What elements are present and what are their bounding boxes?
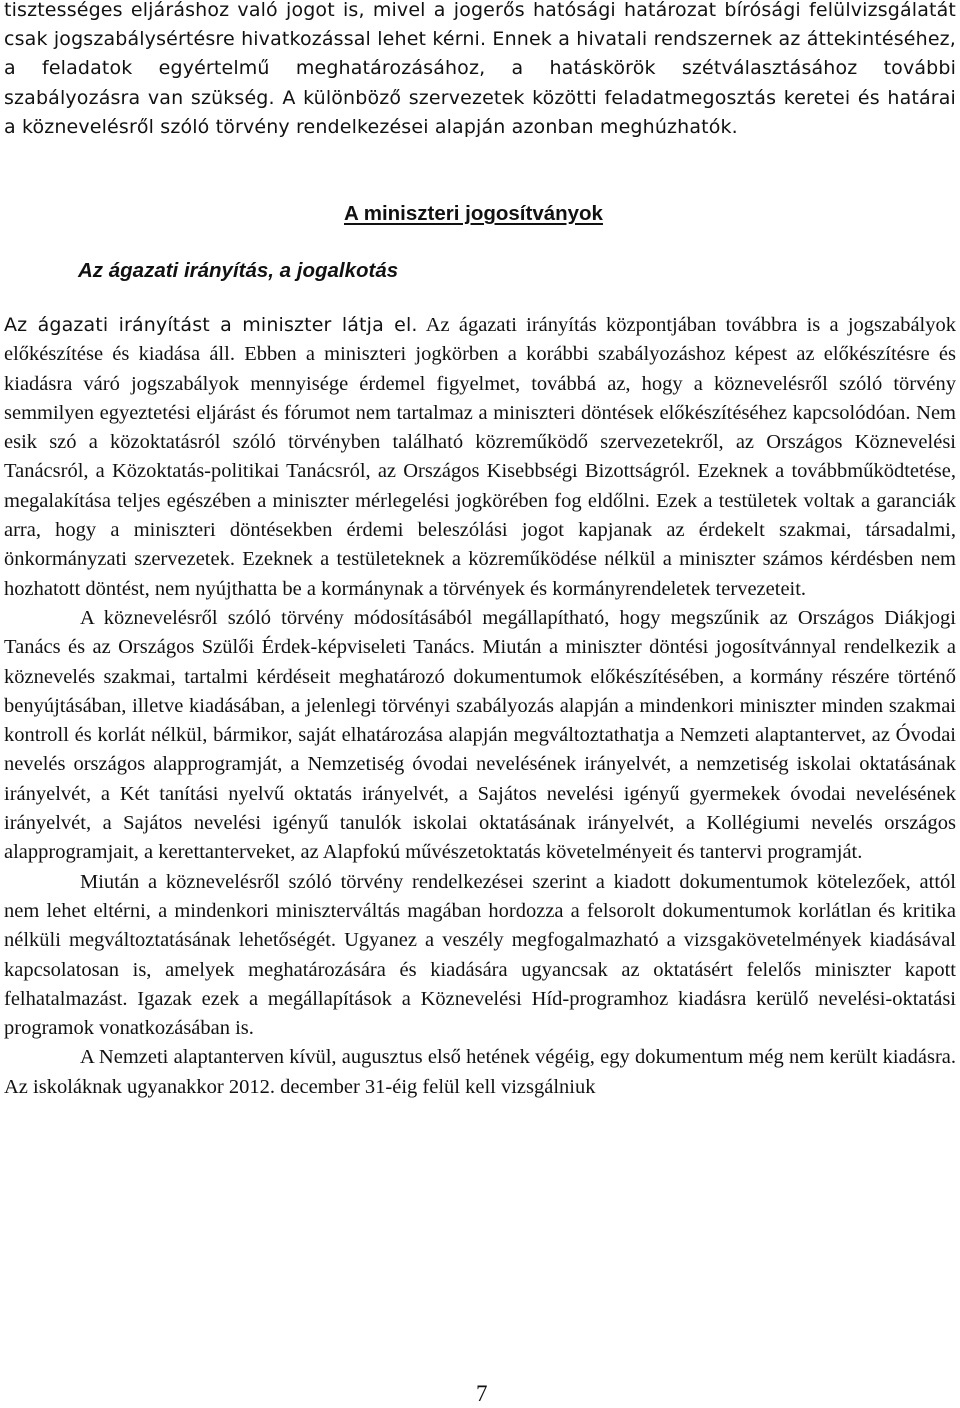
section-heading-miniszteri-jogositvanyok: A miniszteri jogosítványok [344, 202, 603, 225]
paragraph-agazati-iranyitas [4, 311, 956, 604]
intro-paragraph: tisztességes eljáráshoz való jogot is, mivel a jogerős hatósági határozat bírósági felülvizsgálatát csak jogszabálysértésre hivatkozással lehet kérni. Ennek a hivatali rendszernek az áttekintéséhez, a feladatok egyértelmű meghatározásához, a hatáskörök szétválasztásához további szabályozásra van szükség. A különböző szervezetek közötti feladatmegosztás keretei és határai a köznevelésről szóló törvény rendelkezései alapján azonban meghúzhatók. [4, 0, 956, 138]
paragraph-nemzeti-alaptanterv: A Nemzeti alaptanterven kívül, augusztus első hetének végéig, egy dokumentum még nem került kiadásra. Az iskoláknak ugyanakkor 2012. december 31-éig felül kell vizsgálniuk [4, 1046, 956, 1098]
paragraph-agazati-rest: Az ágazati irányítás központjában továbbra is a jogszabályok előkészítése és kiadása áll. Ebben a miniszteri jogkörben a korábbi szabályozáshoz képest az előkészítésre és kiadásra váró jogszabályok mennyisége érdemel figyelmet, továbbá az, hogy a köznevelésről szóló törvény semmilyen egyeztetési eljárást és fórumot nem tartalmaz a miniszteri döntések előkészítéséhez kapcsolódóan. Nem esik szó a közoktatásról szóló törvényben található közreműködő szervezetekről, az Országos Köznevelési Tanácsról, a Közoktatás-politikai Tanácsról, az Országos Kisebbségi Bizottságról. Ezeknek a továbbműködtetése, megalakítása teljes egészében a miniszter mérlegelési jogkörében fog eldőlni. Ezek a testületek voltak a garanciák arra, hogy a miniszteri döntésekben érdemi beleszólási jogot kapjanak az érdekelt szakmai, társadalmi, önkormányzati szervezetek. Ezeknek a testületeknek a közreműködése nélkül a miniszter számos kérdésben nem hozhatott döntést, nem nyújthatta be a kormánynak a törvények és kormányrendeletek tervezeteit. [4, 314, 956, 600]
paragraph-miutan: Miután a köznevelésről szóló törvény rendelkezései szerint a kiadott dokumentumok kötelezőek, attól nem lehet eltérni, a mindenkori miniszterváltás magában hordozza a felsorolt dokumentumok korlátlan és kritika nélküli megváltoztatásának lehetőségét. Ugyanez a veszély megfogalmazható a vizsgakövetelmények kiadásával kapcsolatosan is, amelyek meghatározására és kiadására ugyancsak az oktatásért felelős miniszter kapott felhatalmazást. Igazak ezek a megállapítások a Köznevelési Híd-programhoz kiadásra kerülő nevelési-oktatási programok vonatkozásában is. [4, 870, 956, 1040]
paragraph-modositas: A köznevelésről szóló törvény módosításából megállapítható, hogy megszűnik az Országos Diákjogi Tanács és az Országos Szülői Érdek-képviseleti Tanács. Miután a miniszter döntési jogosítvánnyal rendelkezik a köznevelés szakmai, tartalmi kérdéseit meghatározó dokumentumok előkészítésében, a kormány részére történő benyújtásában, illetve kiadásában, a jelenlegi törvényi szabályozás alapján a mindenkori miniszter minden szakmai kontroll és korlát nélkül, bármikor, saját elhatározása alapján megváltoztathatja a Nemzeti alaptantervet, az Óvodai nevelés országos alapprogramját, a Nemzetiség óvodai nevelésének irányelvét, a nemzetiség iskolai oktatásának irányelvét, a Két tanítási nyelvű oktatás irányelvét, a Sajátos nevelési igényű gyermekek óvodai nevelésének irányelvét, a Sajátos nevelési igényű tanulók iskolai oktatásának irányelvét, a Kollégiumi nevelés országos alapprogramjait, a kerettanterveket, az Alapfokú művészetoktatás követelményeit és tantervi programját. [4, 606, 956, 864]
subsection-heading-agazati-iranyitas: Az ágazati irányítás, a jogalkotás [78, 259, 399, 282]
body-text [4, 311, 956, 1102]
page-number: 7 [476, 1381, 488, 1406]
paragraph-agazati-lead: Az ágazati irányítást a miniszter látja el. [4, 314, 418, 336]
